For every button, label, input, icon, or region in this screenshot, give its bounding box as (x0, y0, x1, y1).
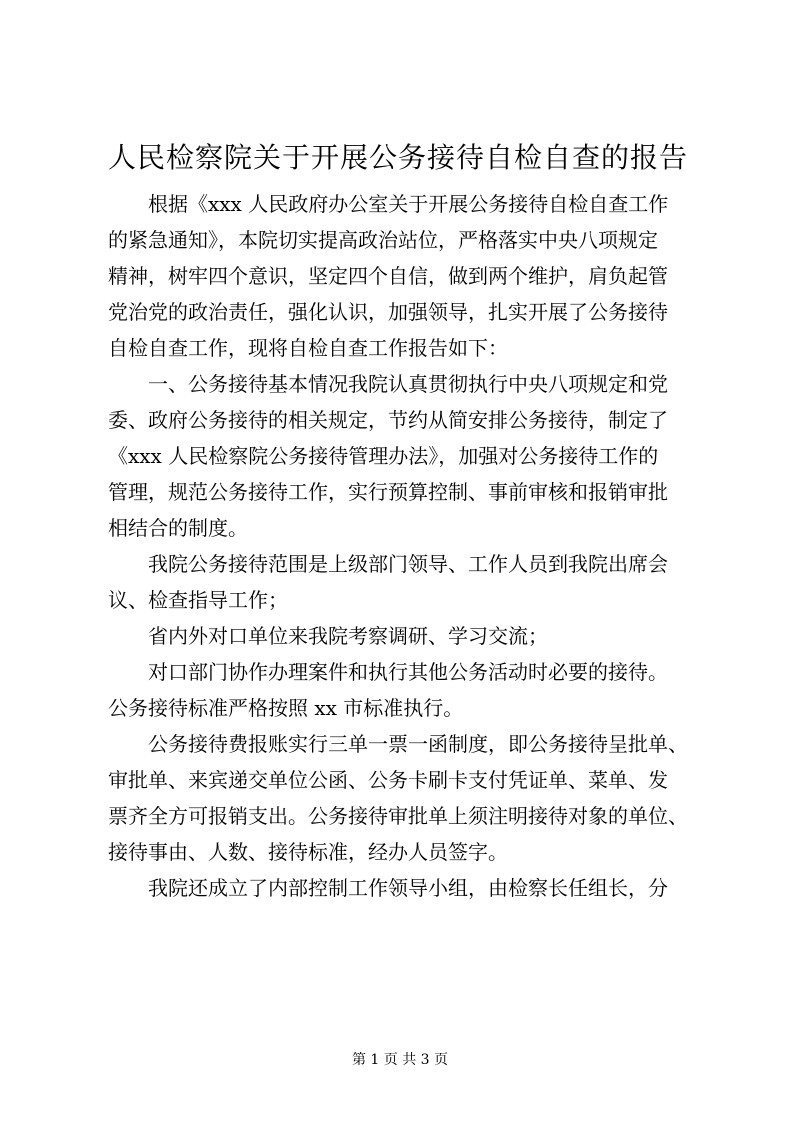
body-line: 管理，规范公务接待工作，实行预算控制、事前审核和报销审批 (108, 480, 668, 504)
body-line: 接待事由、人数、接待标准，经办人员签字。 (108, 840, 508, 864)
body-line: 相结合的制度。 (108, 516, 248, 540)
body-line: 委、政府公务接待的相关规定，节约从简安排公务接待，制定了 (108, 408, 668, 432)
body-line: 我院还成立了内部控制工作领导小组，由检察长任组长，分 (148, 876, 668, 900)
body-line: 根据《xxx 人民政府办公室关于开展公务接待自检自查工作 (148, 192, 669, 216)
body-line: 票齐全方可报销支出。公务接待审批单上须注明接待对象的单位、 (108, 804, 688, 828)
body-line: 自检自查工作，现将自检自查工作报告如下： (108, 336, 508, 360)
body-line: 《xxx 人民检察院公务接待管理办法》，加强对公务接待工作的 (108, 444, 659, 468)
body-line: 公务接待标准严格按照 xx 市标准执行。 (108, 696, 464, 720)
body-line: 公务接待费报账实行三单一票一函制度，即公务接待呈批单、 (148, 732, 688, 756)
body-line: 议、检查指导工作； (108, 588, 288, 612)
body-line: 精神，树牢四个意识，坚定四个自信，做到两个维护，肩负起管 (108, 264, 668, 288)
body-line: 一、公务接待基本情况我院认真贯彻执行中央八项规定和党 (148, 372, 668, 396)
body-line: 省内外对口单位来我院考察调研、学习交流； (148, 624, 548, 648)
body-line: 的紧急通知》，本院切实提高政治站位，严格落实中央八项规定 (108, 228, 658, 252)
body-line: 审批单、来宾递交单位公函、公务卡刷卡支付凭证单、菜单、发 (108, 768, 668, 792)
body-line: 对口部门协作办理案件和执行其他公务活动时必要的接待。 (148, 660, 668, 684)
body-line: 我院公务接待范围是上级部门领导、工作人员到我院出席会 (148, 552, 668, 576)
page-number-footer: 第 1 页 共 3 页 (351, 1052, 449, 1068)
document-title: 人民检察院关于开展公务接待自检自查的报告 (108, 141, 689, 174)
document-body (108, 186, 698, 906)
body-line: 党治党的政治责任，强化认识，加强领导，扎实开展了公务接待 (108, 300, 668, 324)
